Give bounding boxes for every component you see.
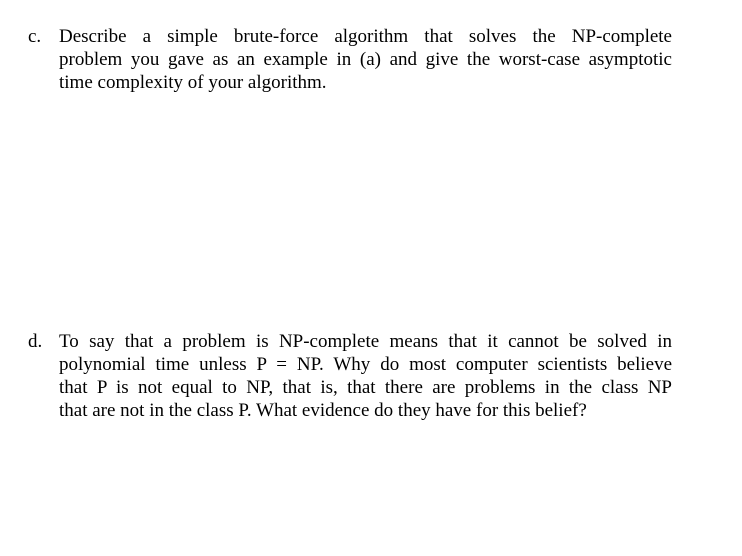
question-line: To say that a problem is NP-complete means that it cannot be solved in: [59, 331, 672, 352]
question-d: [28, 330, 672, 422]
question-line: that P is not equal to NP, that is, that there are problems in the class NP: [59, 377, 672, 398]
question-line: problem you gave as an example in (a) and give the worst-case asymptotic: [59, 49, 672, 70]
question-label: d.: [28, 331, 43, 352]
question-text: [59, 330, 672, 422]
question-line: time complexity of your algorithm.: [59, 72, 327, 93]
question-line: polynomial time unless P = NP. Why do most computer scientists believe: [59, 354, 672, 375]
question-text: [59, 25, 672, 94]
question-label: c.: [28, 26, 42, 47]
question-line: that are not in the class P. What evidence do they have for this belief?: [59, 400, 587, 421]
question-c: [28, 25, 672, 94]
question-line: Describe a simple brute-force algorithm that solves the NP-complete: [59, 26, 672, 47]
